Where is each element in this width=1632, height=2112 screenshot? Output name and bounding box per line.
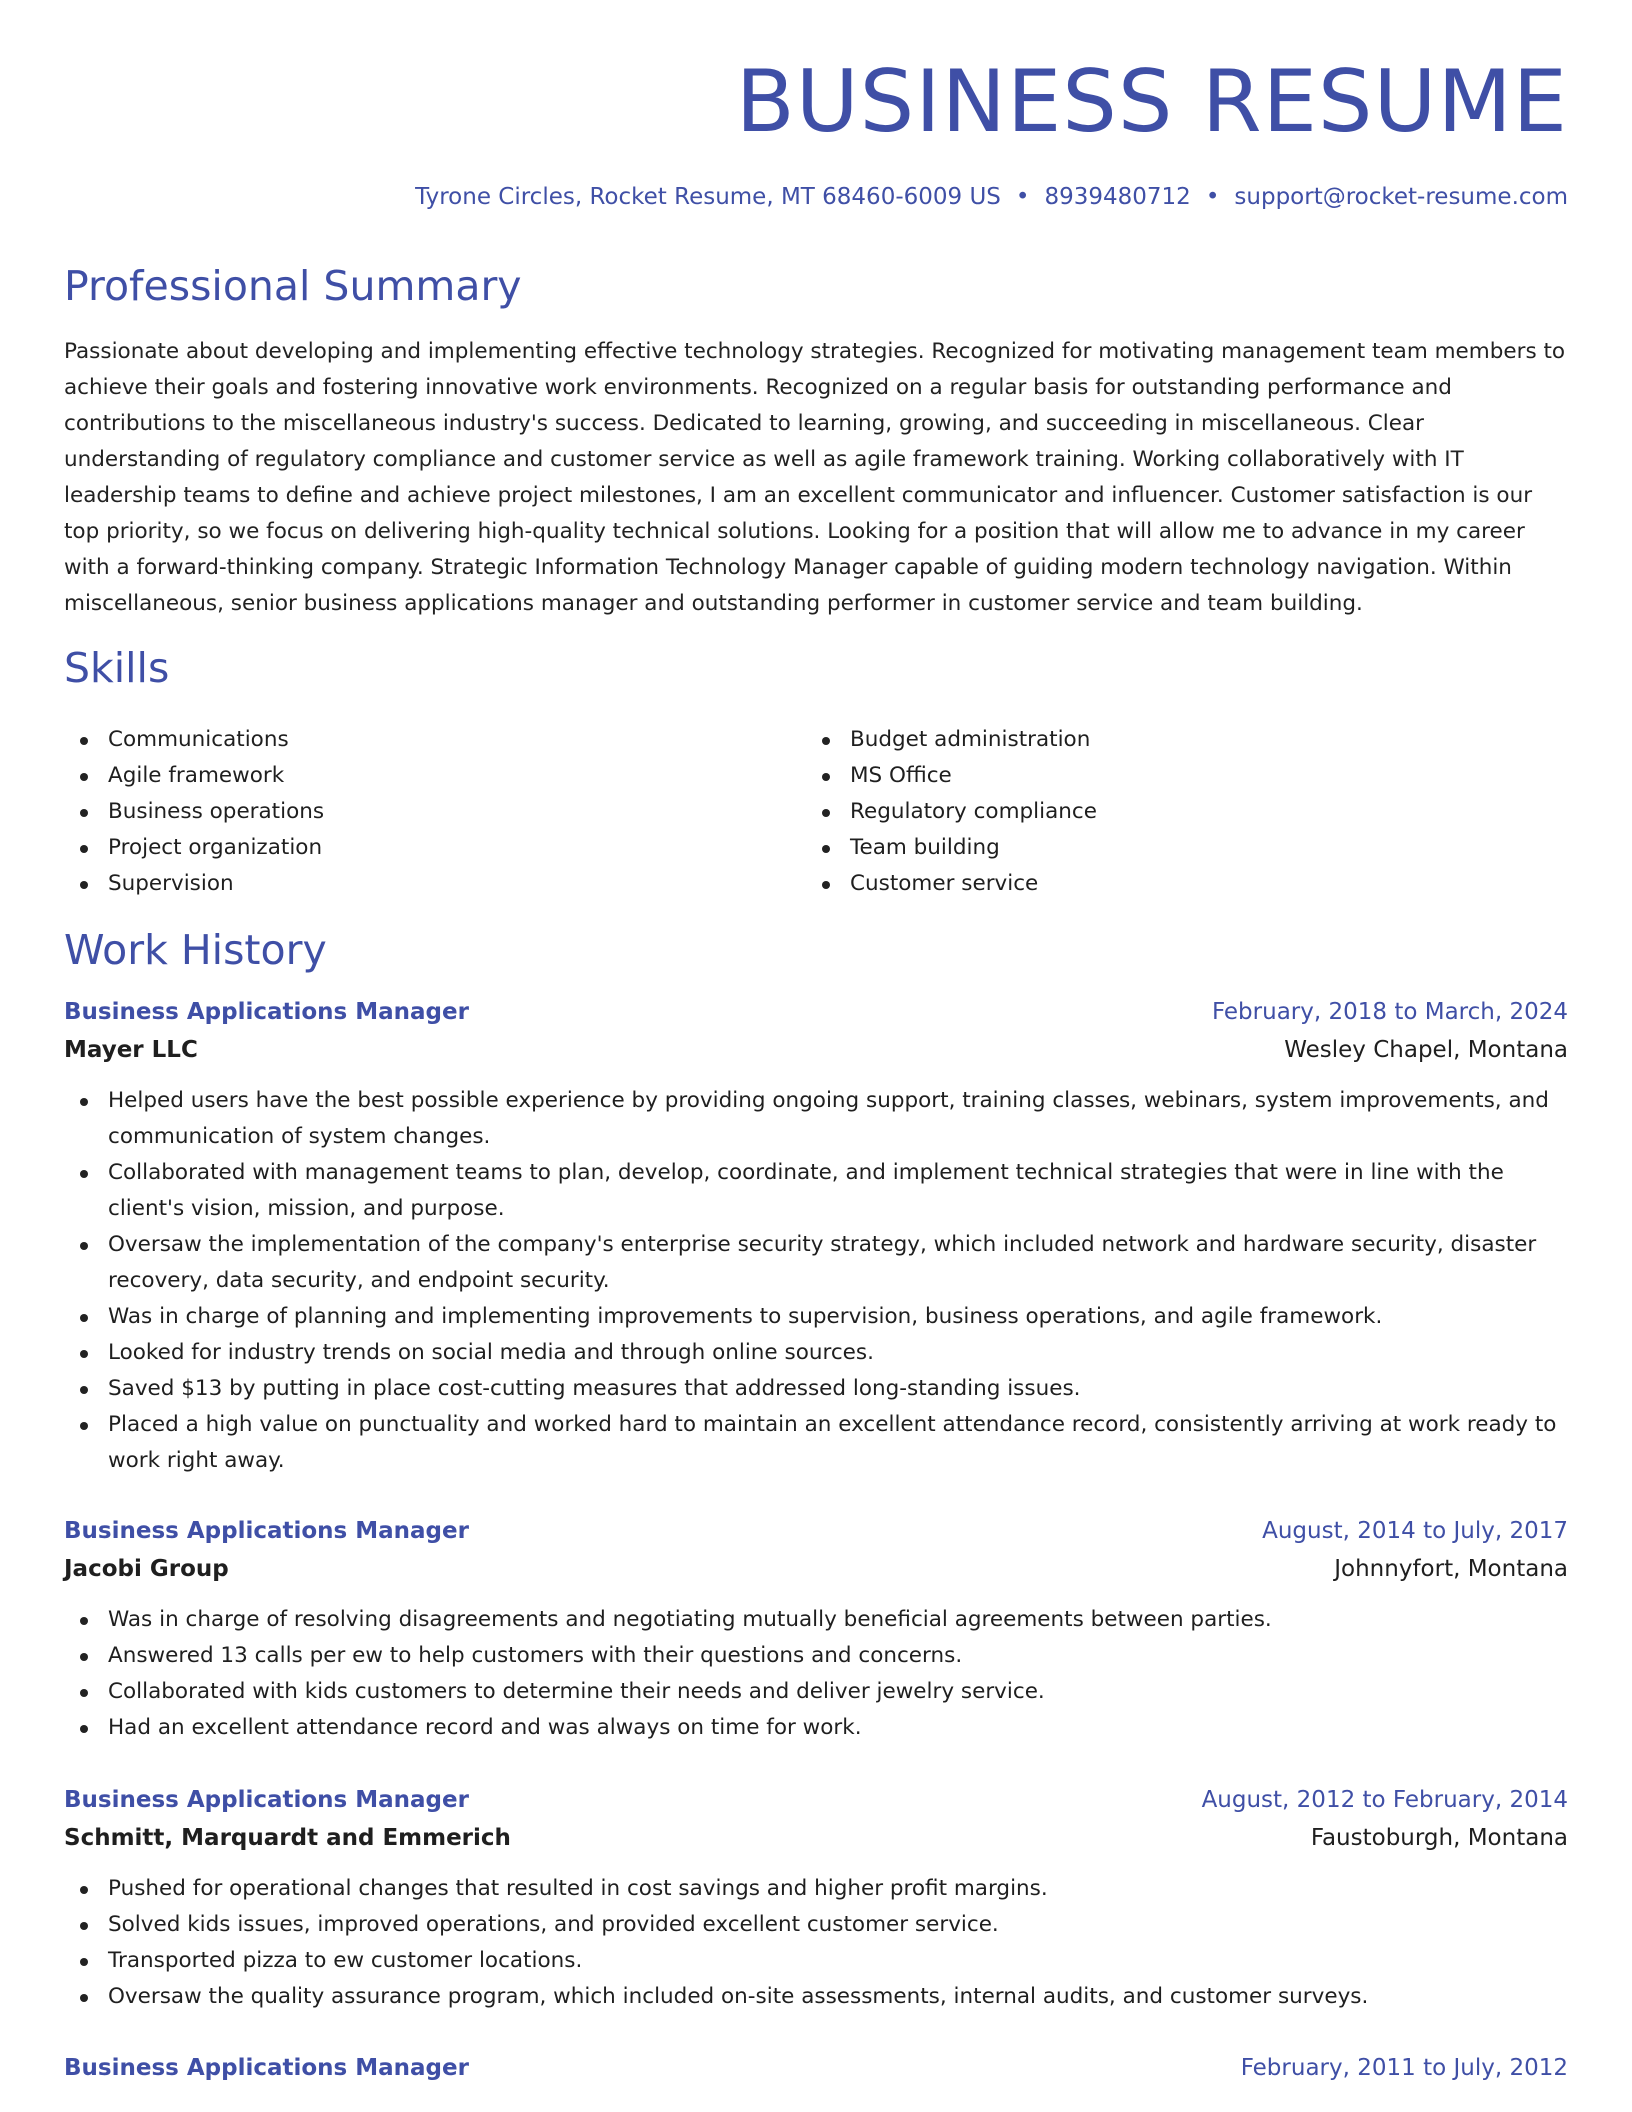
job-header bbox=[64, 1512, 1568, 1550]
job-dates: August, 2014 to July, 2017 bbox=[1262, 1518, 1568, 1544]
job-bullet: Was in charge of resolving disagreements and negotiating mutually beneficial agreements between parties. bbox=[64, 1602, 1568, 1638]
job-header bbox=[64, 2049, 1568, 2087]
skills-column-right bbox=[806, 722, 1097, 902]
job-bullet: Collaborated with kids customers to determine their needs and deliver jewelry service. bbox=[64, 1674, 1568, 1710]
summary-text: Passionate about developing and implementing effective technology strategies. Recognized for motivating management team members to achieve their goals and fostering innovative work environments. Recognized on a regular basis for outstanding performance and contributions to the miscellaneous industry's success. Dedicated to learning, growing, and succeeding in miscellaneous. Clear understanding of regulatory compliance and customer service as well as agile framework training. Working collaboratively with IT leadership teams to define and achieve project milestones, I am an excellent communicator and influencer. Customer satisfaction is our top priority, so we focus on delivering high-quality technical solutions. Looking for a position that will allow me to advance in my career with a forward-thinking company. Strategic Information Technology Manager capable of guiding modern technology navigation. Within miscellaneous, senior business applications manager and outstanding performer in customer service and team building. bbox=[64, 339, 1566, 616]
job-bullet: Placed a high value on punctuality and worked hard to maintain an excellent attendance record, consistently arriving at work ready to work right away. bbox=[64, 1407, 1568, 1479]
skill-item: Project organization bbox=[64, 830, 324, 866]
contact-line bbox=[415, 180, 1568, 214]
job-header bbox=[64, 993, 1568, 1031]
skill-item: Supervision bbox=[64, 866, 324, 902]
skill-item: Agile framework bbox=[64, 758, 324, 794]
job-subheader bbox=[64, 1031, 1568, 1069]
job-bullet: Looked for industry trends on social media and through online sources. bbox=[64, 1335, 1568, 1371]
job-company: Mayer LLC bbox=[64, 1037, 198, 1063]
skill-item: Communications bbox=[64, 722, 324, 758]
job-company: Schmitt, Marquardt and Emmerich bbox=[64, 1825, 511, 1851]
job-bullet: Had an excellent attendance record and was always on time for work. bbox=[64, 1710, 1568, 1746]
job-title: Business Applications Manager bbox=[64, 2055, 469, 2081]
job-dates: August, 2012 to February, 2014 bbox=[1201, 1787, 1568, 1813]
address: Tyrone Circles, Rocket Resume, MT 68460-6009 US bbox=[415, 184, 1001, 210]
job-title: Business Applications Manager bbox=[64, 1787, 469, 1813]
job-entry bbox=[64, 2049, 1568, 2087]
job-title: Business Applications Manager bbox=[64, 999, 469, 1025]
job-dates: February, 2011 to July, 2012 bbox=[1240, 2055, 1568, 2081]
separator-dot: • bbox=[1015, 184, 1030, 210]
job-bullet: Collaborated with management teams to plan, develop, coordinate, and implement technical strategies that were in line with the client's vision, mission, and purpose. bbox=[64, 1155, 1568, 1227]
job-bullet: Answered 13 calls per ew to help customers with their questions and concerns. bbox=[64, 1638, 1568, 1674]
phone[interactable]: 8939480712 bbox=[1044, 184, 1191, 210]
skill-item: Regulatory compliance bbox=[806, 794, 1097, 830]
separator-dot: • bbox=[1205, 184, 1220, 210]
job-bullet: Saved $13 by putting in place cost-cutting measures that addressed long-standing issues. bbox=[64, 1371, 1568, 1407]
job-bullet: Oversaw the quality assurance program, which included on-site assessments, internal audits, and customer surveys. bbox=[64, 1979, 1568, 2015]
skill-item: Business operations bbox=[64, 794, 324, 830]
job-bullets bbox=[64, 1871, 1568, 2015]
job-entry bbox=[64, 1512, 1568, 1746]
job-location: Johnnyfort, Montana bbox=[1334, 1556, 1568, 1582]
job-entry bbox=[64, 1781, 1568, 2015]
job-location: Wesley Chapel, Montana bbox=[1284, 1037, 1568, 1063]
work-history-heading: Work History bbox=[64, 926, 327, 974]
job-bullet: Oversaw the implementation of the company's enterprise security strategy, which included network and hardware security, disaster recovery, data security, and endpoint security. bbox=[64, 1227, 1568, 1299]
skill-item: Budget administration bbox=[806, 722, 1097, 758]
job-bullet: Pushed for operational changes that resulted in cost savings and higher profit margins. bbox=[64, 1871, 1568, 1907]
email-link[interactable]: support@rocket-resume.com bbox=[1234, 184, 1568, 210]
job-subheader bbox=[64, 1550, 1568, 1588]
job-entry bbox=[64, 993, 1568, 1479]
skill-item: MS Office bbox=[806, 758, 1097, 794]
job-location: Faustoburgh, Montana bbox=[1310, 1825, 1568, 1851]
job-header bbox=[64, 1781, 1568, 1819]
job-title: Business Applications Manager bbox=[64, 1518, 469, 1544]
job-bullet: Was in charge of planning and implementing improvements to supervision, business operations, and agile framework. bbox=[64, 1299, 1568, 1335]
job-company: Jacobi Group bbox=[64, 1556, 229, 1582]
job-bullet: Transported pizza to ew customer locations. bbox=[64, 1943, 1568, 1979]
job-bullets bbox=[64, 1602, 1568, 1746]
resume-title: BUSINESS RESUME bbox=[735, 52, 1568, 152]
summary-heading: Professional Summary bbox=[64, 262, 522, 310]
skills-heading: Skills bbox=[64, 644, 170, 692]
skill-item: Team building bbox=[806, 830, 1097, 866]
job-dates: February, 2018 to March, 2024 bbox=[1211, 999, 1568, 1025]
skills-column-left bbox=[64, 722, 324, 902]
job-bullets bbox=[64, 1083, 1568, 1479]
skill-item: Customer service bbox=[806, 866, 1097, 902]
job-bullet: Helped users have the best possible experience by providing ongoing support, training classes, webinars, system improvements, and communication of system changes. bbox=[64, 1083, 1568, 1155]
job-bullet: Solved kids issues, improved operations, and provided excellent customer service. bbox=[64, 1907, 1568, 1943]
job-subheader bbox=[64, 1819, 1568, 1857]
